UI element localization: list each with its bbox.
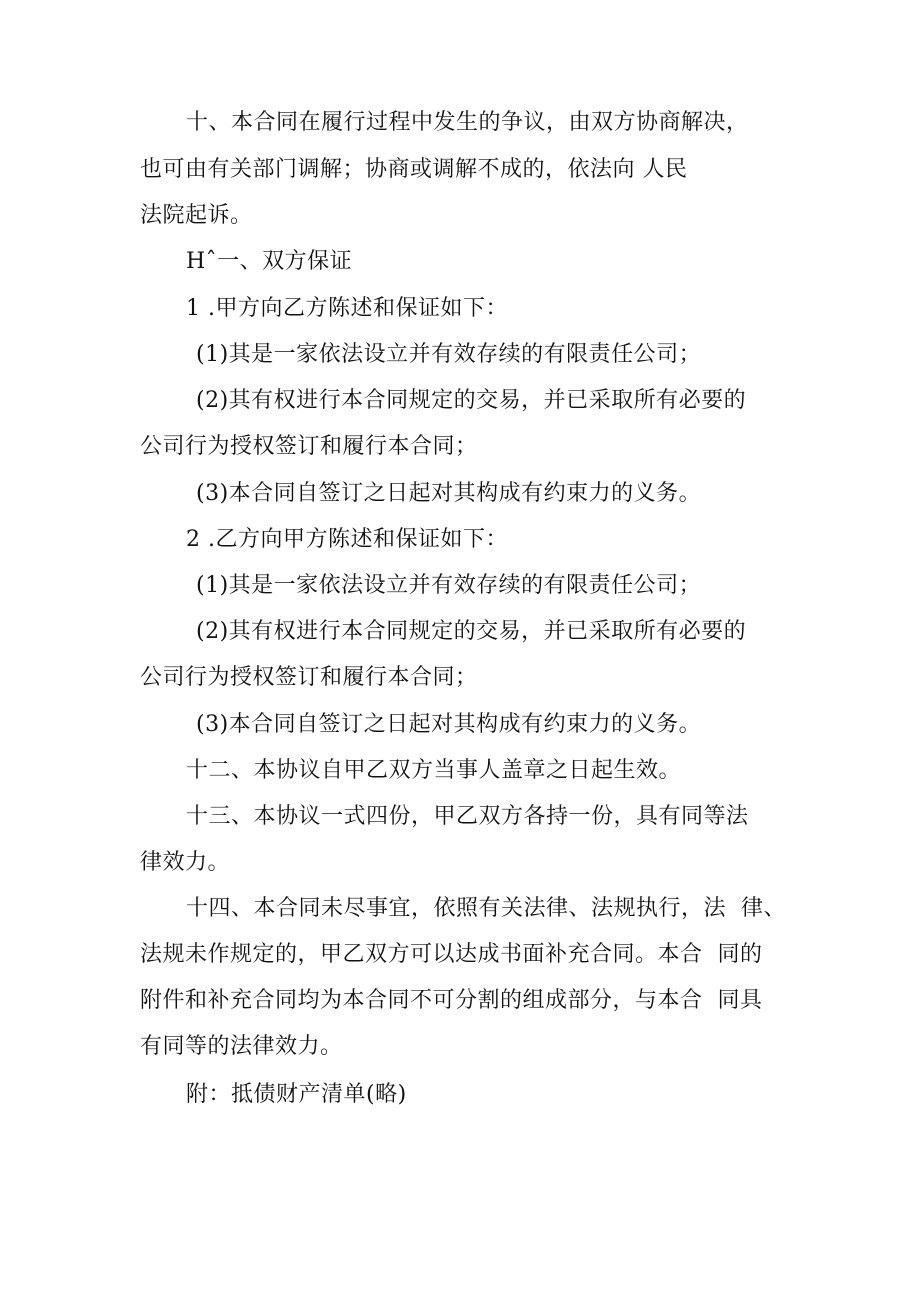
clause-13-line-1: 十三、本协议一式四份，甲乙双方各持一份，具有同等法	[186, 804, 749, 829]
clause-14-line-1: 十四、本合同未尽事宜，依照有关法律、法规执行，法 律、	[186, 896, 786, 921]
clause-12: 十二、本协议自甲乙双方当事人盖章之日起生效。	[186, 758, 682, 783]
clause-13-line-2: 律效力。	[140, 850, 231, 875]
clause-11-heading: Hˆ一、双方保证	[186, 249, 353, 274]
clause-14-line-4: 有同等的法律效力。	[140, 1034, 343, 1059]
party-b-warranty-heading: 2 .乙方向甲方陈述和保证如下：	[186, 527, 508, 552]
party-a-item-2-line-1: (2)其有权进行本合同规定的交易，并已采取所有必要的	[196, 388, 747, 413]
party-b-item-2-line-2: 公司行为授权签订和履行本合同；	[140, 665, 478, 690]
clause-10-line-1: 十、本合同在履行过程中发生的争议，由双方协商解决，	[186, 110, 749, 135]
party-a-warranty-heading: 1 .甲方向乙方陈述和保证如下：	[186, 296, 508, 321]
party-b-item-2-line-1: (2)其有权进行本合同规定的交易，并已采取所有必要的	[196, 619, 747, 644]
party-a-item-1: (1)其是一家依法设立并有效存续的有限责任公司；	[196, 342, 702, 367]
party-a-item-3: (3)本合同自签订之日起对其构成有约束力的义务。	[196, 481, 702, 506]
clause-10-line-3: 法院起诉。	[140, 203, 253, 228]
clause-10-line-2: 也可由有关部门调解；协商或调解不成的，依法向 人民	[140, 157, 688, 182]
party-b-item-3: (3)本合同自签订之日起对其构成有约束力的义务。	[196, 712, 702, 737]
attachment-note: 附：抵债财产清单(略)	[186, 1082, 407, 1107]
party-b-item-1: (1)其是一家依法设立并有效存续的有限责任公司；	[196, 573, 702, 598]
party-a-item-2-line-2: 公司行为授权签订和履行本合同；	[140, 434, 478, 459]
clause-14-line-2: 法规未作规定的，甲乙双方可以达成书面补充合同。本合 同的	[140, 942, 763, 967]
clause-14-line-3: 附件和补充合同均为本合同不可分割的组成部分，与本合 同具	[140, 988, 763, 1013]
